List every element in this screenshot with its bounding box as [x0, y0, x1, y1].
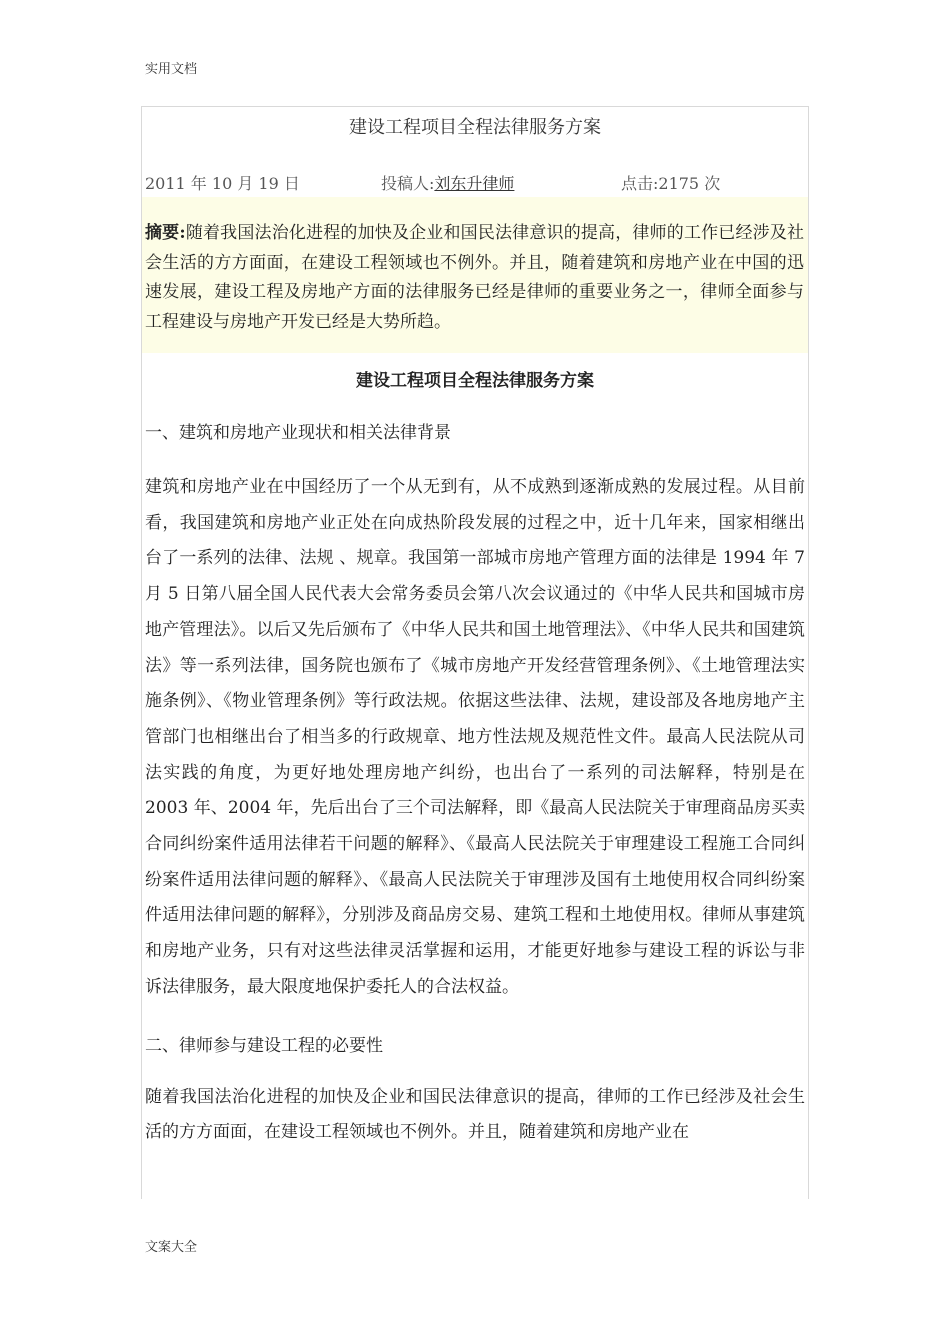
article-summary — [142, 197, 808, 353]
article-body — [145, 353, 805, 1151]
author-link[interactable]: 刘东升律师 — [434, 174, 515, 193]
author-info — [381, 171, 514, 197]
article-meta — [145, 171, 805, 197]
article-title: 建设工程项目全程法律服务方案 — [349, 117, 601, 138]
article-container — [141, 106, 809, 1199]
article-subtitle: 建设工程项目全程法律服务方案 — [356, 371, 594, 391]
summary-label: 摘要: — [145, 223, 186, 243]
page-header: 实用文档 — [145, 62, 198, 77]
section-heading: 一、建筑和房地产业现状和相关法律背景 — [145, 423, 451, 443]
publish-date: 2011 年 10 月 19 日 — [145, 174, 300, 193]
click-count: 点击:2175 次 — [621, 174, 721, 193]
section-heading: 二、律师参与建设工程的必要性 — [145, 1035, 383, 1056]
author-label: 投稿人: — [381, 174, 435, 193]
page-footer: 文案大全 — [145, 1240, 198, 1255]
section-paragraph: 随着我国法治化进程的加快及企业和国民法律意识的提高，律师的工作已经涉及社会生活的方方面面，在建设工程领域也不例外。并且，随着建筑和房地产业在 — [145, 1086, 805, 1143]
section-paragraph: 建筑和房地产业在中国经历了一个从无到有，从不成熟到逐渐成熟的发展过程。从目前看，我国建筑和房地产业正处在向成热阶段发展的过程之中，近十几年来，国家相继出台了一系列的法律、法规 、规章。我国第一部城市房地产管理方面的法律是 1994 年 7 月 5 日第八届全国人民代表大会常务委员会第八次会议通过的《中华人民共和国城市房地产管理法》。以后又先后颁布了《中华人民共和国土地管理法》、《中华人民共和国建筑法》等一系列法律，国务院也颁布了《城市房地产开发经营管理条例》、《土地管理法实施条例》、《物业管理条例》等行政法规。依据这些法律、法规，建设部及各地房地产主管部门也相继出台了相当多的行政规章、地方性法规及规范性文件。最高人民法院从司法实践的角度，为更好地处理房地产纠纷，也出台了一系列的司法解释，特别是在 2003 年、2004 年，先后出台了三个司法解释，即《最高人民法院关于审理商品房买卖合同纠纷案件适用法律若干问题的解释》、《最高人民法院关于审理建设工程施工合同纠纷案件适用法律问题的解释》、《最高人民法院关于审理涉及国有土地使用权合同纠纷案件适用法律问题的解释》，分别涉及商品房交易、建筑工程和土地使用权。律师从事建筑和房地产业务，只有对这些法律灵活掌握和运用，才能更好地参与建设工程的诉讼与非诉法律服务，最大限度地保护委托人的合法权益。 — [145, 477, 805, 997]
summary-text: 随着我国法治化进程的加快及企业和国民法律意识的提高，律师的工作已经涉及社会生活的方方面面，在建设工程领域也不例外。并且，随着建筑和房地产业在中国的迅速发展，建设工程及房地产方面的法律服务已经是律师的重要业务之一，律师全面参与工程建设与房地产开发已经是大势所趋。 — [145, 223, 805, 332]
